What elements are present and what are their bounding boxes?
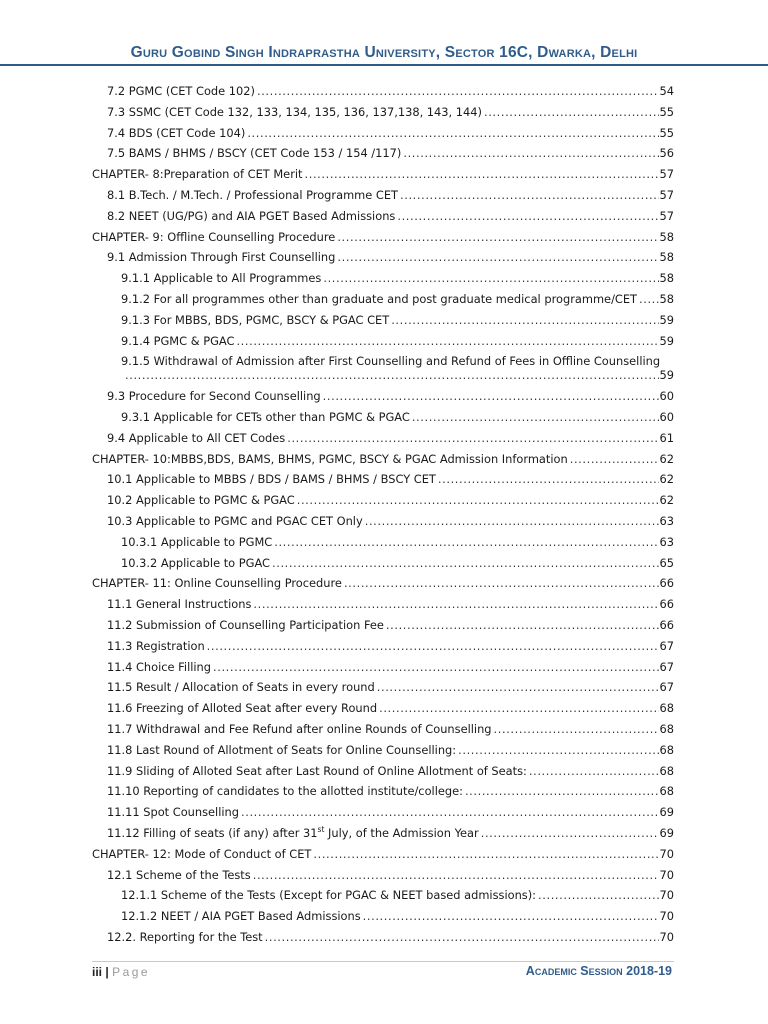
toc-page-number: 66 [659, 618, 674, 632]
toc-leader-dots [494, 722, 659, 736]
toc-entry-text: 8.2 NEET (UG/PG) and AIA PGET Based Admissions [107, 208, 396, 223]
toc-leader-dots [412, 410, 659, 424]
toc-leader-dots [236, 334, 658, 348]
toc-leader-dots [484, 105, 659, 119]
toc-entry-title [107, 722, 494, 736]
toc-entry-title [121, 271, 323, 285]
toc-entry-text: CHAPTER- 11: Online Counselling Procedure [92, 576, 342, 591]
toc-page-number: 58 [659, 229, 674, 244]
toc-page-number: 67 [659, 680, 674, 695]
toc-entry-text: 11.2 Submission of Counselling Participation Fee [107, 618, 384, 632]
toc-entry-text: 9.1.4 PGMC & PGAC [121, 333, 235, 348]
toc-entry-text: 11.7 Withdrawal and Fee Refund after online Rounds of Counselling [107, 722, 492, 736]
toc-entry-text: 11.4 Choice Filling [107, 659, 212, 674]
toc-page-number: 66 [659, 576, 674, 591]
toc-entry-text: 11.6 Freezing of Alloted Seat after every Round [107, 701, 378, 716]
toc-entry-title [107, 639, 207, 653]
toc-entry-superscript: st [317, 826, 325, 835]
footer-page-label [92, 965, 150, 979]
toc-page-number: 60 [659, 389, 674, 404]
toc-entry-title [107, 701, 379, 715]
toc-leader-dots [247, 126, 658, 140]
toc-entry-text: 9.1.2 For all programmes other than graduate and post graduate medical programme/CET [121, 292, 638, 306]
toc-entry-text: 7.5 BAMS / BHMS / BSCY (CET Code 153 / 154 /117) [107, 146, 402, 161]
toc-entry-text: 9.1 Admission Through First Counselling [107, 250, 336, 265]
toc-entry-text: 11.1 General Instructions [107, 597, 252, 612]
toc-entry-title [107, 597, 253, 611]
toc-entry-text-continued: July, of the Admission Year [324, 826, 479, 840]
toc-entry-text: 9.3.1 Applicable for CETs other than PGMC & PGAC [121, 410, 410, 424]
toc-entry-title [107, 680, 377, 694]
toc-entry-title [121, 410, 412, 424]
footer-divider [92, 961, 674, 962]
toc-page-number: 67 [659, 659, 674, 674]
toc-entry-text: CHAPTER- 8:Preparation of CET Merit [92, 167, 303, 182]
toc-leader-dots [213, 660, 658, 674]
toc-leader-dots [125, 368, 659, 382]
toc-page-number: 63 [659, 514, 674, 528]
toc-entry-text: CHAPTER- 10:MBBS,BDS, BAMS, BHMS, PGMC, BSCY & PGAC Admission Information [92, 451, 568, 466]
toc-entry-title [107, 826, 481, 840]
toc-page-number: 57 [659, 167, 674, 182]
toc-entry-title [107, 105, 484, 119]
toc-entry-text: 11.5 Result / Allocation of Seats in every round [107, 680, 375, 695]
toc-leader-dots [391, 313, 658, 327]
toc-page-number: 69 [659, 826, 674, 840]
toc-leader-dots [253, 868, 659, 882]
toc-leader-dots [323, 389, 659, 403]
toc-leader-dots [363, 909, 659, 923]
toc-entry-text: 12.1.2 NEET / AIA PGET Based Admissions [121, 909, 361, 924]
toc-entry-text: 11.10 Reporting of candidates to the allotted institute/college: [107, 784, 463, 799]
toc-page-number: 70 [659, 867, 674, 882]
toc-leader-dots [253, 597, 658, 611]
toc-entry-title [107, 126, 247, 140]
page-number: iii [92, 965, 103, 979]
toc-leader-dots [241, 805, 659, 819]
toc-leader-dots [344, 576, 659, 590]
toc-entry-text: 11.3 Registration [107, 638, 205, 653]
toc-leader-dots [337, 250, 658, 264]
academic-session: Academic Session 2018-19 [525, 964, 672, 978]
toc-entry-title [121, 888, 538, 902]
toc-leader-dots [465, 784, 659, 798]
toc-entry-title [107, 84, 257, 98]
toc-entry-title [121, 334, 236, 348]
toc-leader-dots [287, 431, 658, 445]
toc-page-number: 59 [659, 333, 674, 348]
toc-page-number: 62 [659, 472, 674, 487]
toc-entry-text: 11.12 Filling of seats (if any) after 31 [107, 826, 318, 840]
toc-entry-title [107, 389, 323, 403]
toc-leader-dots [529, 764, 659, 778]
toc-leader-dots [337, 230, 658, 244]
header-divider [0, 64, 768, 66]
toc-leader-dots [207, 639, 659, 653]
toc-entry-title [92, 230, 337, 244]
toc-entry-text: 9.1.3 For MBBS, BDS, PGMC, BSCY & PGAC CET [121, 312, 390, 327]
toc-page-number: 62 [659, 493, 674, 508]
toc-leader-dots [274, 535, 658, 549]
toc-page-number: 58 [659, 292, 674, 306]
toc-page-number: 68 [659, 763, 674, 778]
toc-entry-text: 10.3.2 Applicable to PGAC [121, 555, 270, 570]
toc-entry-title [107, 805, 241, 819]
toc-page-number: 60 [659, 410, 674, 424]
toc-page-number: 62 [659, 451, 674, 466]
toc-entry-title [107, 514, 365, 528]
toc-entry-title [107, 868, 253, 882]
toc-entry-title [107, 930, 265, 944]
toc-leader-dots [639, 292, 658, 306]
toc-page-number: 56 [659, 146, 674, 161]
toc-leader-dots [305, 167, 659, 181]
toc-leader-dots [400, 188, 658, 202]
toc-page-number: 63 [659, 534, 674, 549]
toc-entry-title [107, 618, 386, 632]
toc-page-number: 70 [659, 846, 674, 861]
toc-leader-dots [481, 826, 659, 840]
toc-entry-title [107, 209, 397, 223]
toc-entry-title [121, 313, 391, 327]
toc-page-number: 67 [659, 638, 674, 653]
toc-page-number: 68 [659, 701, 674, 716]
toc-entry-text: CHAPTER- 9: Offline Counselling Procedure [92, 229, 336, 244]
toc-leader-dots [538, 888, 658, 902]
toc-page-number: 68 [659, 784, 674, 799]
page-separator: | [105, 965, 109, 979]
toc-page-number: 55 [659, 125, 674, 140]
toc-entry-text: 7.3 SSMC (CET Code 132, 133, 134, 135, 136, 137,138, 143, 144) [107, 104, 482, 119]
toc-page-number: 68 [659, 742, 674, 757]
toc-entry-text: 10.3.1 Applicable to PGMC [121, 534, 273, 549]
toc-entry-text: 9.4 Applicable to All CET Codes [107, 430, 286, 445]
toc-entry-title [92, 452, 570, 466]
toc-entry-title [107, 188, 400, 202]
toc-entry-text: 11.8 Last Round of Allotment of Seats for Online Counselling: [107, 742, 457, 757]
toc-leader-dots [365, 514, 659, 528]
toc-entry-title [121, 909, 363, 923]
toc-entry-text: 9.3 Procedure for Second Counselling [107, 389, 321, 404]
toc-entry-title [107, 743, 458, 757]
toc-entry-title [92, 167, 305, 181]
toc-leader-dots [272, 556, 659, 570]
toc-page-number: 70 [659, 888, 674, 903]
toc-page-number: 66 [659, 597, 674, 612]
toc-entry-text: 11.9 Sliding of Alloted Seat after Last Round of Online Allotment of Seats: [107, 763, 527, 778]
toc-page-number: 68 [659, 722, 674, 736]
toc-entry-title [121, 292, 639, 306]
toc-entry-title [107, 764, 529, 778]
university-title: Guru Gobind Singh Indraprastha University, Sector 16C, Dwarka, Delhi [130, 44, 638, 61]
toc-page-number: 57 [659, 188, 674, 202]
toc-page-number: 54 [659, 84, 674, 98]
toc-page-number: 55 [659, 104, 674, 119]
toc-entry-text: 10.2 Applicable to PGMC & PGAC [107, 493, 295, 508]
toc-page-number: 70 [659, 909, 674, 924]
toc-entry-title [121, 535, 274, 549]
toc-leader-dots [397, 209, 658, 223]
toc-entry-title [107, 472, 438, 486]
toc-page-number: 58 [659, 250, 674, 265]
toc-entry-text: 10.3 Applicable to PGMC and PGAC CET Only [107, 514, 363, 528]
toc-entry-text: 7.2 PGMC (CET Code 102) [107, 84, 255, 98]
toc-page-number: 59 [659, 368, 674, 383]
toc-leader-dots [403, 146, 658, 160]
toc-entry-title [92, 847, 313, 861]
toc-entry-text: 12.1.1 Scheme of the Tests (Except for PGAC & NEET based admissions): [121, 888, 537, 903]
toc-leader-dots [458, 743, 658, 757]
toc-entry-title [107, 493, 297, 507]
toc-leader-dots [570, 452, 659, 466]
toc-entry-title [107, 660, 213, 674]
toc-entry-text: 9.1.1 Applicable to All Programmes [121, 271, 322, 286]
toc-page-number: 58 [659, 271, 674, 286]
toc-entry-text: 12.1 Scheme of the Tests [107, 867, 251, 882]
toc-leader-dots [379, 701, 658, 715]
toc-entry-text: 11.11 Spot Counselling [107, 805, 239, 820]
toc-leader-dots [323, 271, 658, 285]
toc-entry-title [92, 576, 344, 590]
toc-leader-dots [297, 493, 659, 507]
toc-page-number: 70 [659, 930, 674, 944]
toc-entry-text: 10.1 Applicable to MBBS / BDS / BAMS / BHMS / BSCY CET [107, 472, 436, 487]
toc-entry-text: 8.1 B.Tech. / M.Tech. / Professional Programme CET [107, 188, 399, 202]
toc-page-number: 59 [659, 312, 674, 327]
toc-entry-title [107, 784, 465, 798]
toc-entry-title [121, 556, 272, 570]
toc-leader-dots [377, 680, 659, 694]
toc-leader-dots [265, 930, 659, 944]
toc-entry-title [107, 146, 403, 160]
toc-page-number: 65 [659, 555, 674, 570]
toc-entry-title [107, 431, 287, 445]
page-word: Page [112, 965, 151, 979]
toc-page-number: 69 [659, 805, 674, 820]
toc-leader-dots [386, 618, 659, 632]
toc-leader-dots [438, 472, 659, 486]
toc-page-number: 57 [659, 208, 674, 223]
toc-leader-dots [257, 84, 659, 98]
toc-page-number: 61 [659, 430, 674, 445]
toc-entry-title [107, 250, 337, 264]
toc-entry-title: 9.1.5 Withdrawal of Admission after First Counselling and Refund of Fees in Offline Counselling [121, 354, 661, 369]
toc-entry-text: 7.4 BDS (CET Code 104) [107, 125, 246, 140]
toc-leader-dots [313, 847, 658, 861]
toc-entry-text: 12.2. Reporting for the Test [107, 930, 263, 944]
toc-entry-text: CHAPTER- 12: Mode of Conduct of CET [92, 846, 312, 861]
